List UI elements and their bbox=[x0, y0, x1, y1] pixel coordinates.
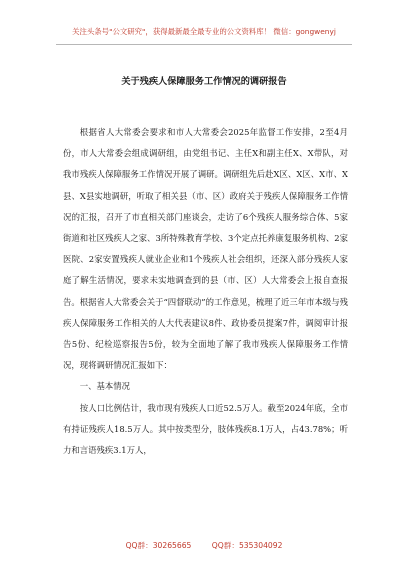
footer-qq-group-1: QQ群：30265665 bbox=[125, 541, 192, 550]
body-paragraph: 根据省人大常委会要求和市人大常委会2025年监督工作安排，2至4月份，市人大常委会组成调研组，由党组书记、主任X和副主任X、X带队，对我市残疾人保障服务工作情况开展了调研。调研组先后赴X区、X区、X市、X县、X县实地调研，听取了相关县（市、区）政府关于残疾人保障服务工作情况的汇报，召开了市直相关部门座谈会，走访了6个残疾人服务综合体、5家街道和社区残疾人之家、3所特殊教育学校、3个定点托养康复服务机构、2家医院、2家安置残疾人就业企业和1个残疾人社会组织，还深入部分残疾人家庭了解生活情况，要求未实地调查到的县（市、区）人大常委会上报自查报告。根据省人大常委会关于“四督联动”的工作意见，梳理了近三年市本级与残疾人保障服务工作相关的人大代表建议8件、政协委员提案7件，调阅审计报告5份、纪检巡察报告5份，较为全面地了解了我市残疾人保障服务工作情况，现将调研情况汇报如下： bbox=[63, 127, 348, 371]
footer-contacts bbox=[0, 541, 408, 551]
section-heading: 一、基本情况 bbox=[79, 381, 131, 392]
header-divider bbox=[56, 44, 352, 45]
section-paragraph: 按人口比例估计，我市现有残疾人口近52.5万人。截至2024年底，全市有持证残疾人18.5万人。其中按类型分，肢体残疾8.1万人，占43.78%；听力和言语残疾3.1万人， bbox=[63, 402, 348, 456]
document-title: 关于残疾人保障服务工作情况的调研报告 bbox=[121, 76, 287, 87]
footer-qq-group-2: QQ群：535304092 bbox=[211, 541, 283, 550]
top-banner: 关注头条号"公文研究"，获得最新最全最专业的公文资料库！ 微信：gongwenyj bbox=[72, 27, 336, 36]
document-body bbox=[63, 122, 348, 461]
